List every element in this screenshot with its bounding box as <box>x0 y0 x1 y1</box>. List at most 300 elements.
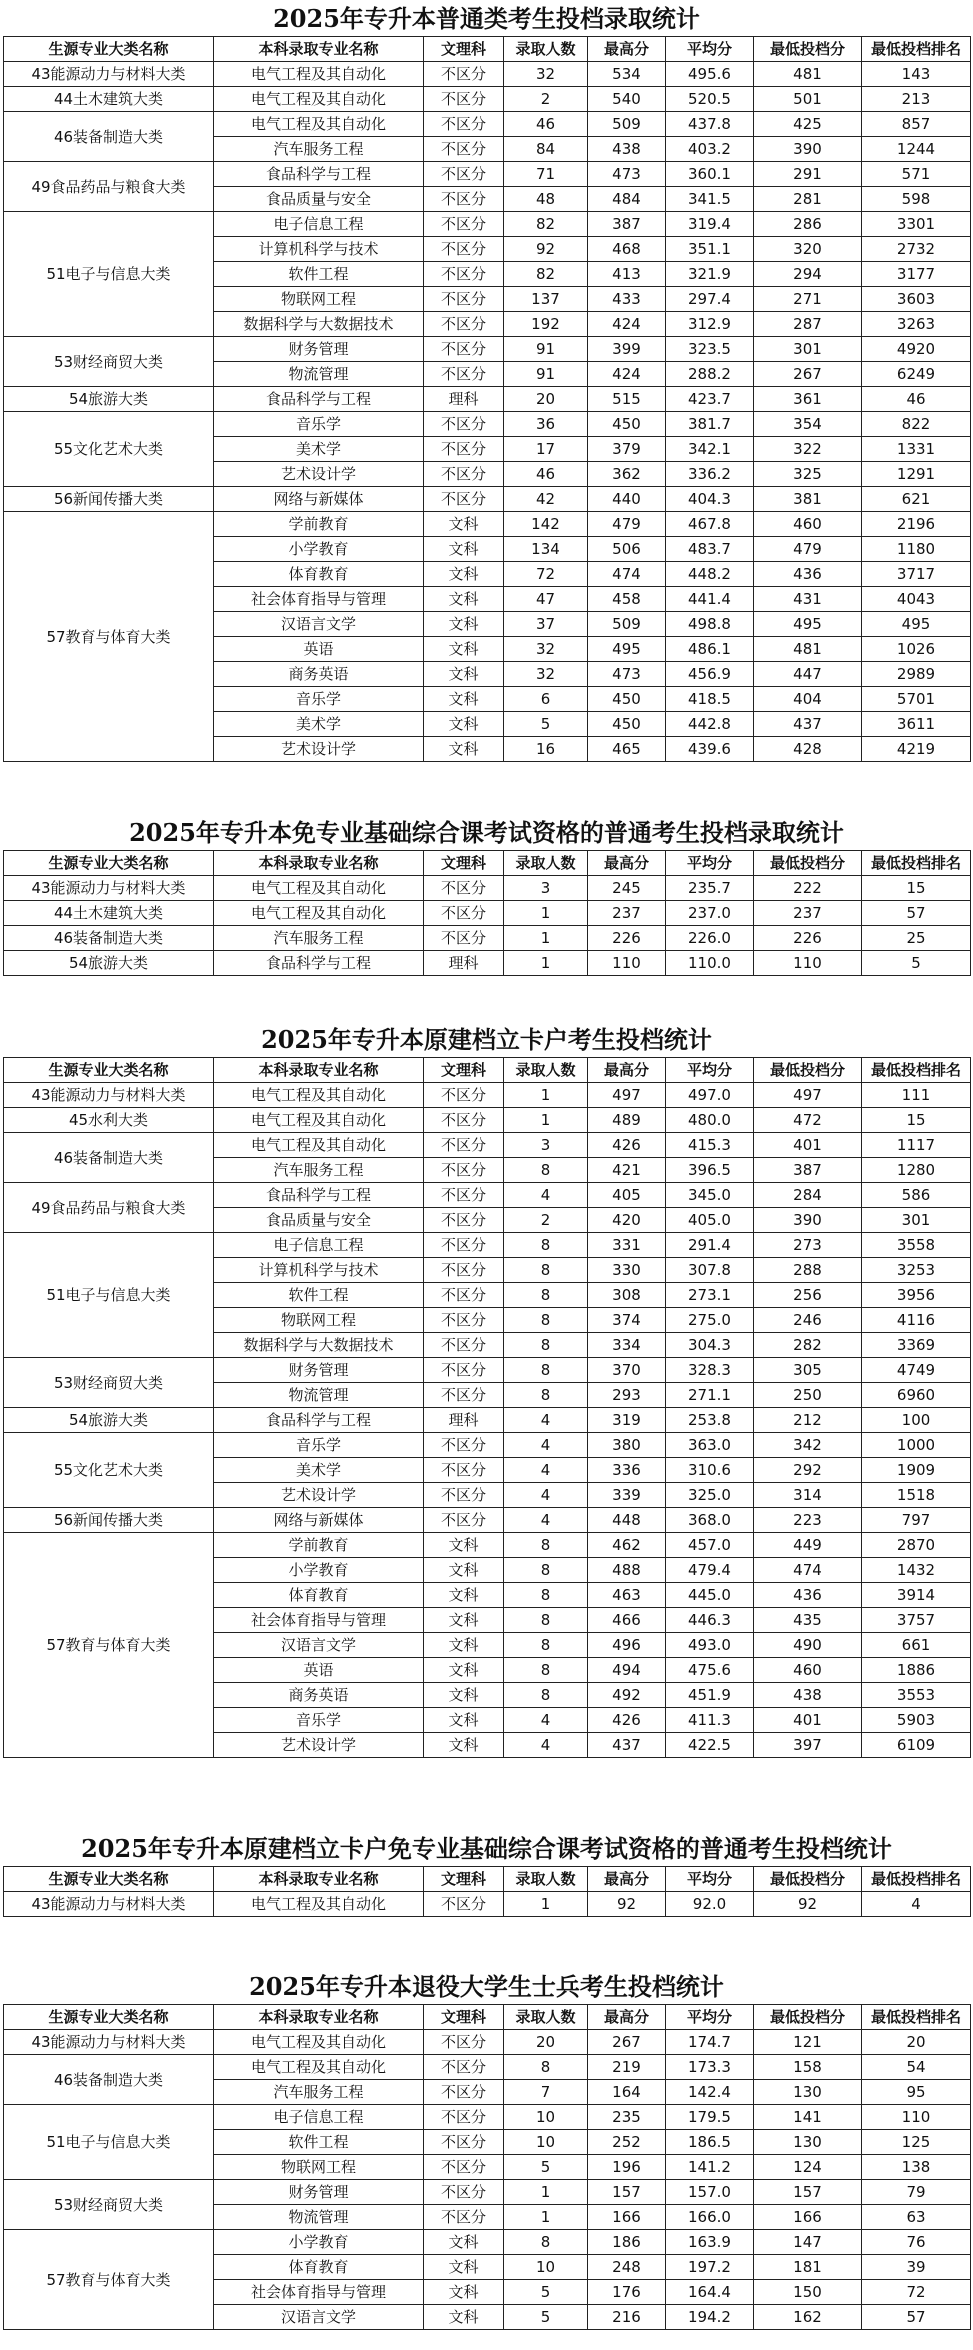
rank-cell: 5 <box>862 951 971 976</box>
table-section <box>0 1016 973 1057</box>
major-cell: 电气工程及其自动化 <box>214 1133 424 1158</box>
type-cell: 文科 <box>424 612 504 637</box>
avg-cell: 194.2 <box>666 2305 754 2330</box>
category-cell: 57教育与体育大类 <box>4 2230 214 2330</box>
max-cell: 509 <box>588 612 666 637</box>
min-cell: 273 <box>754 1233 862 1258</box>
column-header: 文理科 <box>424 37 504 62</box>
avg-cell: 179.5 <box>666 2105 754 2130</box>
min-cell: 390 <box>754 1208 862 1233</box>
max-cell: 473 <box>588 662 666 687</box>
min-cell: 150 <box>754 2280 862 2305</box>
section-title: 2025年专升本免专业基础综合课考试资格的普通考生投档录取统计 <box>129 818 844 847</box>
max-cell: 399 <box>588 337 666 362</box>
major-cell: 物流管理 <box>214 1383 424 1408</box>
max-cell: 331 <box>588 1233 666 1258</box>
n-cell: 8 <box>504 1283 588 1308</box>
n-cell: 4 <box>504 1733 588 1758</box>
avg-cell: 141.2 <box>666 2155 754 2180</box>
type-cell: 不区分 <box>424 287 504 312</box>
major-cell: 商务英语 <box>214 662 424 687</box>
rank-cell: 6960 <box>862 1383 971 1408</box>
type-cell: 文科 <box>424 1658 504 1683</box>
min-cell: 322 <box>754 437 862 462</box>
min-cell: 320 <box>754 237 862 262</box>
major-cell: 艺术设计学 <box>214 737 424 762</box>
min-cell: 130 <box>754 2130 862 2155</box>
avg-cell: 237.0 <box>666 901 754 926</box>
max-cell: 420 <box>588 1208 666 1233</box>
major-cell: 体育教育 <box>214 562 424 587</box>
max-cell: 473 <box>588 162 666 187</box>
major-cell: 电气工程及其自动化 <box>214 1108 424 1133</box>
avg-cell: 173.3 <box>666 2055 754 2080</box>
min-cell: 397 <box>754 1733 862 1758</box>
min-cell: 501 <box>754 87 862 112</box>
major-cell: 汉语言文学 <box>214 612 424 637</box>
avg-cell: 288.2 <box>666 362 754 387</box>
table-section <box>0 1962 973 2004</box>
n-cell: 82 <box>504 262 588 287</box>
min-cell: 390 <box>754 137 862 162</box>
category-cell: 43能源动力与材料大类 <box>4 876 214 901</box>
max-cell: 413 <box>588 262 666 287</box>
type-cell: 不区分 <box>424 462 504 487</box>
avg-cell: 323.5 <box>666 337 754 362</box>
admission-table <box>3 1057 971 1758</box>
min-cell: 325 <box>754 462 862 487</box>
column-header: 最低投档排名 <box>862 37 971 62</box>
min-cell: 460 <box>754 1658 862 1683</box>
column-header: 最低投档分 <box>754 37 862 62</box>
rank-cell: 1000 <box>862 1433 971 1458</box>
avg-cell: 423.7 <box>666 387 754 412</box>
type-cell: 不区分 <box>424 62 504 87</box>
min-cell: 401 <box>754 1708 862 1733</box>
avg-cell: 297.4 <box>666 287 754 312</box>
column-header: 最低投档分 <box>754 851 862 876</box>
n-cell: 82 <box>504 212 588 237</box>
table-row <box>4 2055 971 2080</box>
type-cell: 文科 <box>424 712 504 737</box>
rank-cell: 2196 <box>862 512 971 537</box>
type-cell: 不区分 <box>424 2155 504 2180</box>
avg-cell: 486.1 <box>666 637 754 662</box>
table-header-row <box>4 851 971 876</box>
rank-cell: 586 <box>862 1183 971 1208</box>
n-cell: 42 <box>504 487 588 512</box>
max-cell: 433 <box>588 287 666 312</box>
min-cell: 305 <box>754 1358 862 1383</box>
category-cell: 56新闻传播大类 <box>4 487 214 512</box>
n-cell: 8 <box>504 1358 588 1383</box>
rank-cell: 143 <box>862 62 971 87</box>
avg-cell: 418.5 <box>666 687 754 712</box>
avg-cell: 310.6 <box>666 1458 754 1483</box>
n-cell: 8 <box>504 1583 588 1608</box>
min-cell: 436 <box>754 1583 862 1608</box>
section-title: 2025年专升本原建档立卡户考生投档统计 <box>261 1025 712 1054</box>
category-cell: 56新闻传播大类 <box>4 1508 214 1533</box>
max-cell: 494 <box>588 1658 666 1683</box>
column-header: 生源专业大类名称 <box>4 851 214 876</box>
avg-cell: 197.2 <box>666 2255 754 2280</box>
n-cell: 1 <box>504 901 588 926</box>
major-cell: 汉语言文学 <box>214 1633 424 1658</box>
max-cell: 374 <box>588 1308 666 1333</box>
max-cell: 450 <box>588 687 666 712</box>
max-cell: 506 <box>588 537 666 562</box>
major-cell: 食品科学与工程 <box>214 1183 424 1208</box>
type-cell: 不区分 <box>424 1158 504 1183</box>
max-cell: 424 <box>588 362 666 387</box>
rank-cell: 15 <box>862 876 971 901</box>
column-header: 最高分 <box>588 37 666 62</box>
avg-cell: 157.0 <box>666 2180 754 2205</box>
major-cell: 食品科学与工程 <box>214 951 424 976</box>
type-cell: 文科 <box>424 1708 504 1733</box>
table-row <box>4 62 971 87</box>
min-cell: 130 <box>754 2080 862 2105</box>
avg-cell: 404.3 <box>666 487 754 512</box>
table-row <box>4 1433 971 1458</box>
type-cell: 不区分 <box>424 1508 504 1533</box>
table-row <box>4 337 971 362</box>
category-cell: 49食品药品与粮食大类 <box>4 162 214 212</box>
table-header-row <box>4 1867 971 1892</box>
type-cell: 不区分 <box>424 1133 504 1158</box>
major-cell: 财务管理 <box>214 337 424 362</box>
major-cell: 小学教育 <box>214 1558 424 1583</box>
avg-cell: 475.6 <box>666 1658 754 1683</box>
min-cell: 250 <box>754 1383 862 1408</box>
major-cell: 汽车服务工程 <box>214 926 424 951</box>
max-cell: 166 <box>588 2205 666 2230</box>
avg-cell: 166.0 <box>666 2205 754 2230</box>
min-cell: 110 <box>754 951 862 976</box>
n-cell: 4 <box>504 1433 588 1458</box>
category-cell: 49食品药品与粮食大类 <box>4 1183 214 1233</box>
rank-cell: 2989 <box>862 662 971 687</box>
column-header: 本科录取专业名称 <box>214 1058 424 1083</box>
section-title: 2025年专升本退役大学生士兵考生投档统计 <box>249 1972 724 2001</box>
rank-cell: 4920 <box>862 337 971 362</box>
major-cell: 社会体育指导与管理 <box>214 2280 424 2305</box>
column-header: 最低投档排名 <box>862 1058 971 1083</box>
column-header: 生源专业大类名称 <box>4 1867 214 1892</box>
avg-cell: 363.0 <box>666 1433 754 1458</box>
rank-cell: 3369 <box>862 1333 971 1358</box>
type-cell: 不区分 <box>424 1108 504 1133</box>
major-cell: 财务管理 <box>214 1358 424 1383</box>
n-cell: 1 <box>504 1108 588 1133</box>
min-cell: 436 <box>754 562 862 587</box>
min-cell: 158 <box>754 2055 862 2080</box>
max-cell: 426 <box>588 1133 666 1158</box>
type-cell: 理科 <box>424 951 504 976</box>
n-cell: 137 <box>504 287 588 312</box>
max-cell: 474 <box>588 562 666 587</box>
type-cell: 文科 <box>424 687 504 712</box>
min-cell: 226 <box>754 926 862 951</box>
rank-cell: 2870 <box>862 1533 971 1558</box>
column-header: 最高分 <box>588 851 666 876</box>
category-cell: 53财经商贸大类 <box>4 1358 214 1408</box>
major-cell: 电气工程及其自动化 <box>214 876 424 901</box>
major-cell: 英语 <box>214 637 424 662</box>
avg-cell: 445.0 <box>666 1583 754 1608</box>
max-cell: 362 <box>588 462 666 487</box>
n-cell: 1 <box>504 1892 588 1917</box>
type-cell: 文科 <box>424 1608 504 1633</box>
avg-cell: 319.4 <box>666 212 754 237</box>
rank-cell: 125 <box>862 2130 971 2155</box>
max-cell: 497 <box>588 1083 666 1108</box>
rank-cell: 3301 <box>862 212 971 237</box>
min-cell: 162 <box>754 2305 862 2330</box>
min-cell: 223 <box>754 1508 862 1533</box>
major-cell: 美术学 <box>214 1458 424 1483</box>
rank-cell: 111 <box>862 1083 971 1108</box>
table-row <box>4 1408 971 1433</box>
column-header: 文理科 <box>424 1867 504 1892</box>
category-cell: 46装备制造大类 <box>4 2055 214 2105</box>
n-cell: 8 <box>504 2230 588 2255</box>
avg-cell: 497.0 <box>666 1083 754 1108</box>
type-cell: 不区分 <box>424 2180 504 2205</box>
max-cell: 463 <box>588 1583 666 1608</box>
min-cell: 222 <box>754 876 862 901</box>
n-cell: 8 <box>504 1158 588 1183</box>
min-cell: 431 <box>754 587 862 612</box>
column-header: 录取人数 <box>504 851 588 876</box>
table-row <box>4 1183 971 1208</box>
max-cell: 216 <box>588 2305 666 2330</box>
n-cell: 20 <box>504 387 588 412</box>
avg-cell: 307.8 <box>666 1258 754 1283</box>
rank-cell: 95 <box>862 2080 971 2105</box>
max-cell: 379 <box>588 437 666 462</box>
rank-cell: 495 <box>862 612 971 637</box>
type-cell: 不区分 <box>424 362 504 387</box>
type-cell: 不区分 <box>424 437 504 462</box>
rank-cell: 1331 <box>862 437 971 462</box>
min-cell: 246 <box>754 1308 862 1333</box>
max-cell: 450 <box>588 412 666 437</box>
type-cell: 不区分 <box>424 2130 504 2155</box>
type-cell: 不区分 <box>424 2080 504 2105</box>
n-cell: 3 <box>504 876 588 901</box>
rank-cell: 3253 <box>862 1258 971 1283</box>
rank-cell: 3611 <box>862 712 971 737</box>
major-cell: 食品科学与工程 <box>214 162 424 187</box>
type-cell: 文科 <box>424 537 504 562</box>
n-cell: 1 <box>504 951 588 976</box>
min-cell: 387 <box>754 1158 862 1183</box>
avg-cell: 336.2 <box>666 462 754 487</box>
table-row <box>4 2105 971 2130</box>
category-cell: 45水利大类 <box>4 1108 214 1133</box>
rank-cell: 110 <box>862 2105 971 2130</box>
column-header: 录取人数 <box>504 2005 588 2030</box>
max-cell: 509 <box>588 112 666 137</box>
rank-cell: 25 <box>862 926 971 951</box>
n-cell: 134 <box>504 537 588 562</box>
min-cell: 288 <box>754 1258 862 1283</box>
type-cell: 不区分 <box>424 1333 504 1358</box>
min-cell: 181 <box>754 2255 862 2280</box>
category-cell: 43能源动力与材料大类 <box>4 2030 214 2055</box>
min-cell: 256 <box>754 1283 862 1308</box>
type-cell: 不区分 <box>424 162 504 187</box>
category-cell: 43能源动力与材料大类 <box>4 62 214 87</box>
admission-table <box>3 1866 971 1917</box>
rank-cell: 39 <box>862 2255 971 2280</box>
rank-cell: 3717 <box>862 562 971 587</box>
table-row <box>4 487 971 512</box>
table-row <box>4 1083 971 1108</box>
major-cell: 物联网工程 <box>214 2155 424 2180</box>
n-cell: 8 <box>504 1333 588 1358</box>
major-cell: 电子信息工程 <box>214 212 424 237</box>
type-cell: 不区分 <box>424 926 504 951</box>
column-header: 文理科 <box>424 2005 504 2030</box>
rank-cell: 2732 <box>862 237 971 262</box>
n-cell: 20 <box>504 2030 588 2055</box>
type-cell: 文科 <box>424 662 504 687</box>
table-row <box>4 87 971 112</box>
min-cell: 212 <box>754 1408 862 1433</box>
min-cell: 495 <box>754 612 862 637</box>
major-cell: 网络与新媒体 <box>214 487 424 512</box>
rank-cell: 1026 <box>862 637 971 662</box>
n-cell: 2 <box>504 87 588 112</box>
major-cell: 软件工程 <box>214 262 424 287</box>
rank-cell: 72 <box>862 2280 971 2305</box>
category-cell: 51电子与信息大类 <box>4 2105 214 2180</box>
max-cell: 186 <box>588 2230 666 2255</box>
n-cell: 8 <box>504 1658 588 1683</box>
min-cell: 284 <box>754 1183 862 1208</box>
max-cell: 440 <box>588 487 666 512</box>
rank-cell: 301 <box>862 1208 971 1233</box>
table-row <box>4 162 971 187</box>
column-header: 文理科 <box>424 851 504 876</box>
table-row <box>4 2230 971 2255</box>
category-cell: 53财经商贸大类 <box>4 2180 214 2230</box>
type-cell: 理科 <box>424 1408 504 1433</box>
avg-cell: 253.8 <box>666 1408 754 1433</box>
admission-table <box>3 850 971 976</box>
avg-cell: 368.0 <box>666 1508 754 1533</box>
type-cell: 不区分 <box>424 1383 504 1408</box>
max-cell: 196 <box>588 2155 666 2180</box>
major-cell: 食品科学与工程 <box>214 1408 424 1433</box>
category-cell: 46装备制造大类 <box>4 1133 214 1183</box>
major-cell: 电气工程及其自动化 <box>214 1083 424 1108</box>
table-row <box>4 1533 971 1558</box>
major-cell: 财务管理 <box>214 2180 424 2205</box>
type-cell: 不区分 <box>424 1233 504 1258</box>
table-section <box>0 0 973 36</box>
n-cell: 8 <box>504 1633 588 1658</box>
rank-cell: 1180 <box>862 537 971 562</box>
category-cell: 51电子与信息大类 <box>4 1233 214 1358</box>
avg-cell: 341.5 <box>666 187 754 212</box>
avg-cell: 271.1 <box>666 1383 754 1408</box>
max-cell: 426 <box>588 1708 666 1733</box>
min-cell: 121 <box>754 2030 862 2055</box>
min-cell: 354 <box>754 412 862 437</box>
avg-cell: 396.5 <box>666 1158 754 1183</box>
n-cell: 4 <box>504 1458 588 1483</box>
max-cell: 319 <box>588 1408 666 1433</box>
min-cell: 481 <box>754 62 862 87</box>
min-cell: 438 <box>754 1683 862 1708</box>
type-cell: 不区分 <box>424 2030 504 2055</box>
max-cell: 458 <box>588 587 666 612</box>
rank-cell: 1518 <box>862 1483 971 1508</box>
min-cell: 286 <box>754 212 862 237</box>
type-cell: 不区分 <box>424 901 504 926</box>
avg-cell: 422.5 <box>666 1733 754 1758</box>
avg-cell: 235.7 <box>666 876 754 901</box>
max-cell: 515 <box>588 387 666 412</box>
category-cell: 54旅游大类 <box>4 387 214 412</box>
avg-cell: 142.4 <box>666 2080 754 2105</box>
rank-cell: 797 <box>862 1508 971 1533</box>
major-cell: 音乐学 <box>214 1708 424 1733</box>
type-cell: 不区分 <box>424 1892 504 1917</box>
major-cell: 艺术设计学 <box>214 1483 424 1508</box>
column-header: 本科录取专业名称 <box>214 37 424 62</box>
rank-cell: 1432 <box>862 1558 971 1583</box>
rank-cell: 15 <box>862 1108 971 1133</box>
avg-cell: 328.3 <box>666 1358 754 1383</box>
avg-cell: 448.2 <box>666 562 754 587</box>
table-row <box>4 951 971 976</box>
type-cell: 不区分 <box>424 1083 504 1108</box>
rank-cell: 1244 <box>862 137 971 162</box>
major-cell: 电气工程及其自动化 <box>214 112 424 137</box>
column-header: 录取人数 <box>504 37 588 62</box>
n-cell: 8 <box>504 1558 588 1583</box>
avg-cell: 345.0 <box>666 1183 754 1208</box>
major-cell: 社会体育指导与管理 <box>214 1608 424 1633</box>
column-header: 最低投档分 <box>754 2005 862 2030</box>
major-cell: 汽车服务工程 <box>214 2080 424 2105</box>
type-cell: 不区分 <box>424 487 504 512</box>
max-cell: 380 <box>588 1433 666 1458</box>
avg-cell: 456.9 <box>666 662 754 687</box>
category-cell: 55文化艺术大类 <box>4 1433 214 1508</box>
max-cell: 405 <box>588 1183 666 1208</box>
min-cell: 281 <box>754 187 862 212</box>
n-cell: 8 <box>504 1383 588 1408</box>
rank-cell: 4749 <box>862 1358 971 1383</box>
n-cell: 84 <box>504 137 588 162</box>
avg-cell: 520.5 <box>666 87 754 112</box>
major-cell: 电子信息工程 <box>214 1233 424 1258</box>
type-cell: 文科 <box>424 2230 504 2255</box>
n-cell: 47 <box>504 587 588 612</box>
major-cell: 电子信息工程 <box>214 2105 424 2130</box>
max-cell: 534 <box>588 62 666 87</box>
min-cell: 282 <box>754 1333 862 1358</box>
max-cell: 92 <box>588 1892 666 1917</box>
major-cell: 美术学 <box>214 712 424 737</box>
min-cell: 428 <box>754 737 862 762</box>
